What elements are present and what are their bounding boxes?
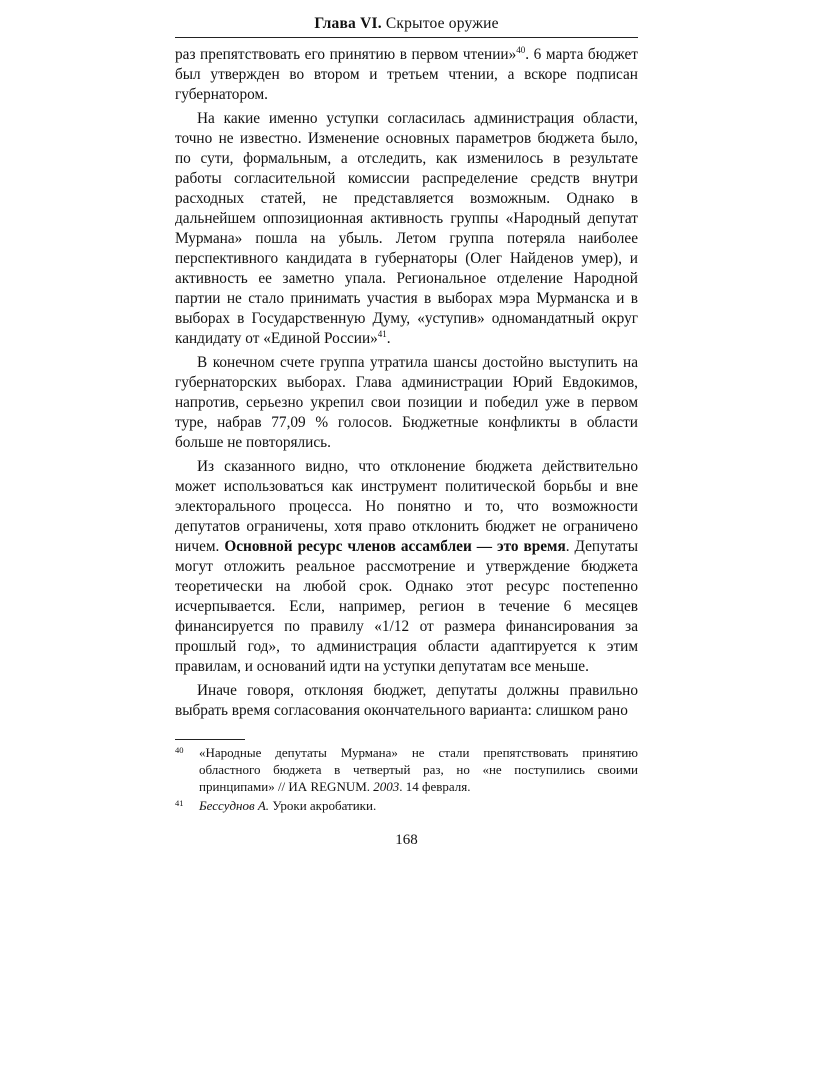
chapter-label: Глава VI.	[314, 15, 382, 32]
footnote-40	[175, 744, 638, 795]
footnote-ref-41: 41	[377, 328, 387, 339]
footnote-divider	[175, 739, 245, 740]
footnote-number: 41	[175, 798, 184, 808]
footnote-text	[199, 744, 638, 795]
footnote-41-title: Уроки акробатики.	[269, 798, 377, 813]
paragraph-3-text: В конечном счете группа утратила шансы достойно выступить на губернаторских выборах. Глава администрации Юрий Евдокимов, напротив, серьезно укрепил свои позиции и победил уже в первом туре, набрав 77,09 % голосов. Бюджетные конфликты в области больше не повторялись.	[175, 354, 638, 451]
paragraph-1	[175, 45, 638, 105]
page-number: 168	[395, 832, 418, 848]
chapter-title: Скрытое оружие	[385, 15, 499, 32]
paragraph-2	[175, 109, 638, 349]
paragraph-2-text: На какие именно уступки согласилась администрация области, точно не известно. Изменение основных параметров бюджета было, по сути, формальным, а отследить, как изменилось в результате работы согласительной комиссии распределение средств внутри расходных статей, не представляется возможным. Однако в дальнейшем оппозиционная активность группы «Народный депутат Мурмана» пошла на убыль. Летом группа потеряла наиболее перспективного кандидата в губернаторы (Олег Найденов умер), и активность ее заметно упала. Региональное отделение Народной партии не стало принимать участия в выборах мэра Мурманска и в выборах в Государственную Думу, «уступив» одномандатный округ кандидату от «Единой России»	[175, 110, 638, 347]
book-page	[175, 14, 638, 849]
body-text	[175, 45, 638, 721]
paragraph-2-text-cont: .	[386, 330, 391, 347]
footnote-40-date: . 14 февраля.	[399, 779, 471, 794]
paragraph-4-text-cont: . Депутаты могут отложить реальное рассмотрение и утверждение бюджета теоретически на любой срок. Однако этот ресурс постепенно исчерпывается. Если, например, регион в течение 6 месяцев финансируется по правилу «1/12 от размера финансирования за прошлый год», то администрация области адаптируется к этим правилам, и оснований идти на уступки депутатам все меньше.	[175, 538, 638, 675]
footnote-41	[175, 797, 638, 814]
paragraph-3	[175, 353, 638, 453]
paragraph-4-text: Из сказанного видно, что отклонение бюджета действительно может использоваться как инструмент политической борьбы и вне электорального процесса. Но понятно и то, что возможности депутатов ограничены, хотя право отклонить бюджет не ограничено ничем.	[175, 458, 638, 555]
paragraph-1-text: раз препятствовать его принятию в первом чтении»	[175, 46, 517, 63]
footnote-40-year: 2003	[373, 779, 400, 794]
paragraph-5-text: Иначе говоря, отклоняя бюджет, депутаты должны правильно выбрать время согласования окончательного варианта: слишком рано	[175, 682, 638, 719]
running-head	[175, 14, 638, 38]
paragraph-1-text-cont: . 6 марта бюджет был утвержден во втором и третьем чтении, а вскоре подписан губернатором.	[175, 46, 638, 103]
footnote-41-author: Бессуднов А.	[199, 798, 270, 813]
paragraph-4	[175, 457, 638, 677]
footnote-number: 40	[175, 745, 184, 755]
footnote-text	[199, 797, 638, 814]
paragraph-4-emphasis: Основной ресурс членов ассамблеи — это время	[224, 538, 566, 555]
footnote-ref-40: 40	[516, 44, 526, 55]
paragraph-5	[175, 681, 638, 721]
footnote-40-text: «Народные депутаты Мурмана» не стали препятствовать принятию областного бюджета в четвертый раз, но «не поступились своими принципами» // ИА REGNUM.	[199, 745, 638, 794]
